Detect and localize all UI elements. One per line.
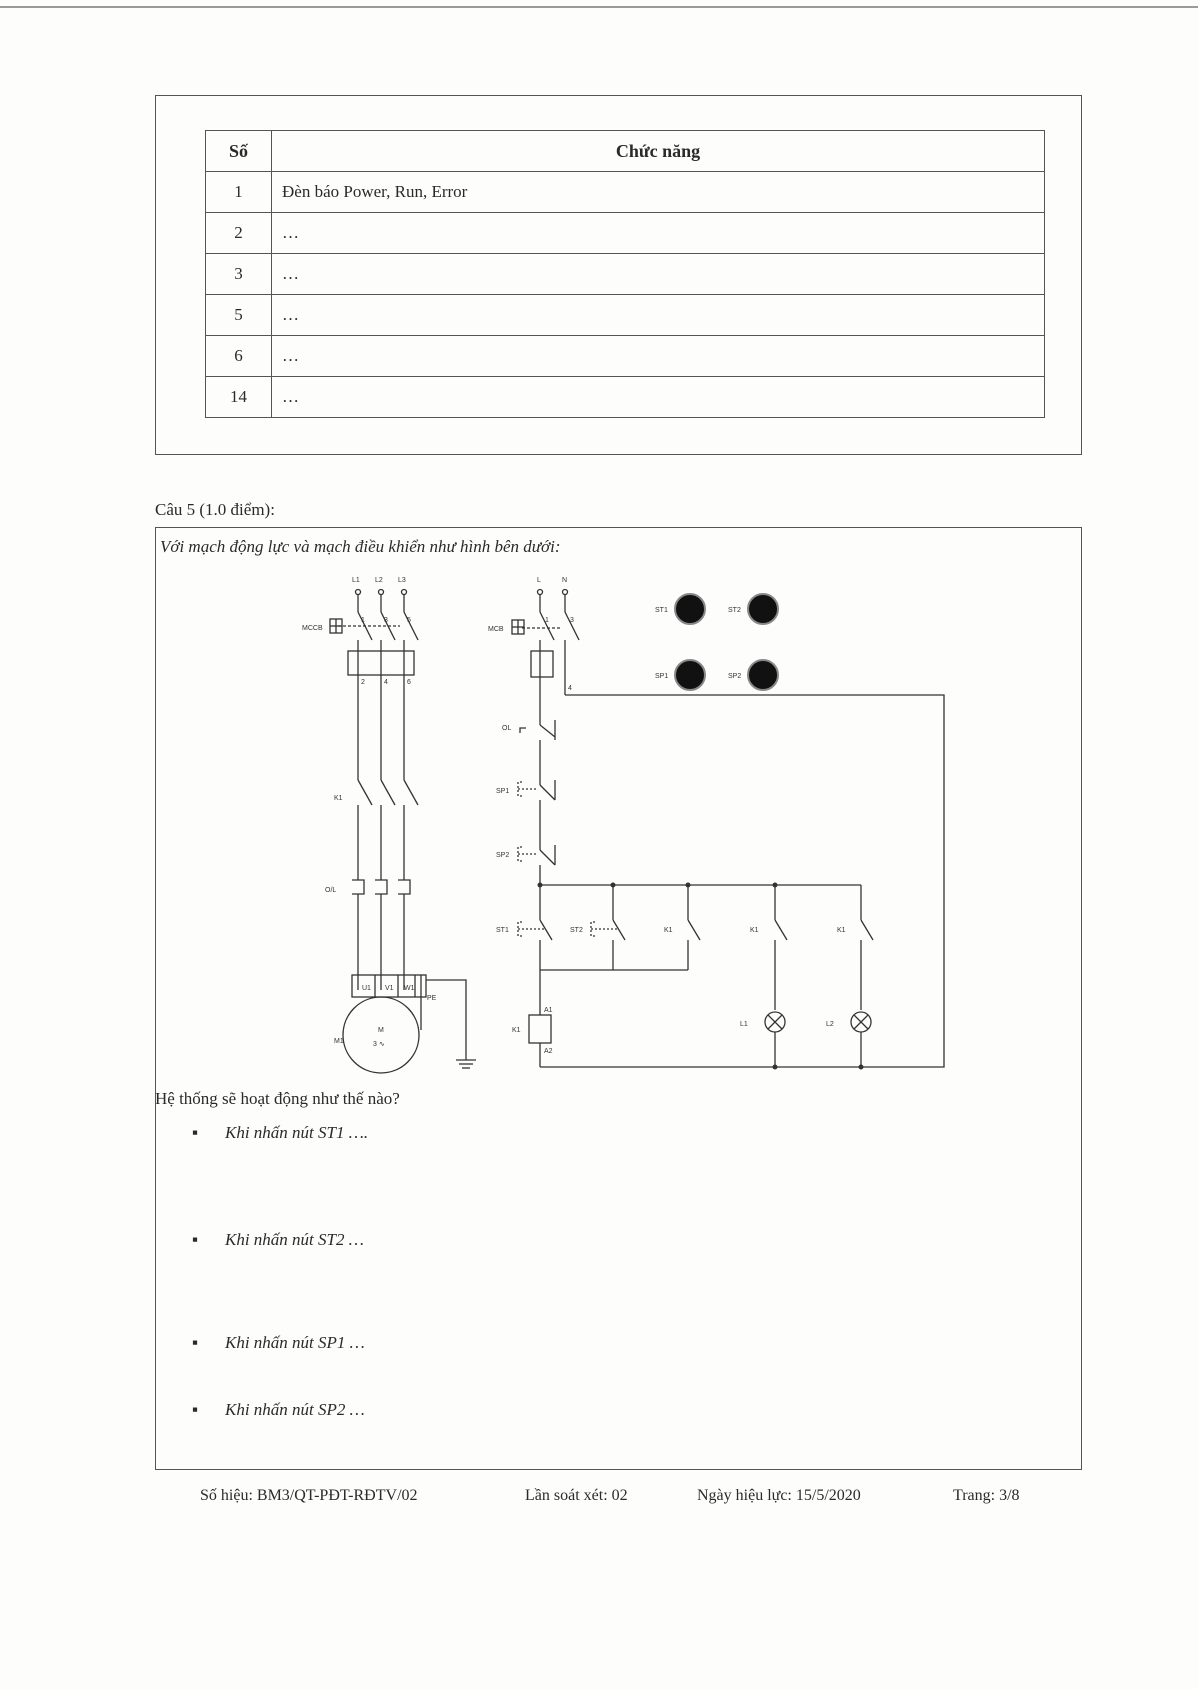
control-terminal-3: 3 — [570, 617, 574, 624]
button-sp1-label: SP1 — [655, 673, 669, 680]
k1-coil-label: K1 — [512, 1027, 521, 1034]
power-terminal-1: 1 — [361, 617, 365, 624]
bullet-sp2-text: Khi nhấn nút SP2 … — [225, 1400, 365, 1419]
phase-l2-label: L2 — [375, 577, 383, 584]
power-terminal-4: 4 — [384, 679, 388, 686]
mcb-label: MCB — [488, 626, 504, 633]
bullet-st1 — [195, 1123, 368, 1143]
row-num: 14 — [206, 377, 272, 418]
supply-l-label: L — [537, 577, 541, 584]
k1-power-label: K1 — [334, 795, 343, 802]
coil-a2-label: A2 — [544, 1048, 553, 1055]
bullet-sp2 — [195, 1400, 365, 1420]
bullet-st2-text: Khi nhấn nút ST2 … — [225, 1230, 364, 1249]
motor-pe-label: PE — [427, 995, 437, 1002]
motor-w1-label: W1 — [404, 985, 415, 992]
k1-lamp2-contact-label: K1 — [837, 927, 846, 934]
st2-label: ST2 — [570, 927, 583, 934]
footer-effective: Ngày hiệu lực: 15/5/2020 — [697, 1487, 861, 1504]
header-num: Số — [206, 131, 272, 172]
row-func: … — [272, 295, 1045, 336]
button-sp2-label: SP2 — [728, 673, 742, 680]
footer-page: Trang: 3/8 — [953, 1487, 1020, 1504]
power-terminal-6: 6 — [407, 679, 411, 686]
question5-heading: Câu 5 (1.0 điểm): — [155, 500, 275, 519]
k1-lamp1-contact-label: K1 — [750, 927, 759, 934]
sp2-label: SP2 — [496, 852, 510, 859]
row-func: … — [272, 377, 1045, 418]
question5-prompt: Hệ thống sẽ hoạt động như thế nào? — [155, 1089, 400, 1108]
st1-label: ST1 — [496, 927, 509, 934]
bullet-sp1-text: Khi nhấn nút SP1 … — [225, 1333, 365, 1352]
header-func: Chức năng — [272, 131, 1045, 172]
button-st1-label: ST1 — [655, 607, 668, 614]
motor-phase-label: 3 ∿ — [373, 1041, 385, 1048]
overload-label: O/L — [325, 887, 337, 894]
phase-l3-label: L3 — [398, 577, 406, 584]
power-terminal-5: 5 — [407, 617, 411, 624]
row-num: 2 — [206, 213, 272, 254]
row-func: … — [272, 336, 1045, 377]
lamp-l2-label: L2 — [826, 1021, 834, 1028]
motor-v1-label: V1 — [385, 985, 394, 992]
row-func: … — [272, 213, 1045, 254]
control-terminal-4: 4 — [568, 685, 572, 692]
motor-m-label: M — [378, 1027, 384, 1034]
question5-intro: Với mạch động lực và mạch điều khiển như hình bên dưới: — [160, 537, 561, 556]
phase-l1-label: L1 — [352, 577, 360, 584]
row-num: 5 — [206, 295, 272, 336]
bullet-sp1 — [195, 1333, 365, 1353]
power-terminal-3: 3 — [384, 617, 388, 624]
bullet-st1-text: Khi nhấn nút ST1 …. — [225, 1123, 369, 1142]
footer-code: Số hiệu: BM3/QT-PĐT-RĐTV/02 — [200, 1487, 418, 1504]
mccb-label: MCCB — [302, 625, 323, 632]
control-terminal-1: 1 — [545, 617, 549, 624]
row-func: … — [272, 254, 1045, 295]
lamp-l1-label: L1 — [740, 1021, 748, 1028]
row-num: 6 — [206, 336, 272, 377]
k1-hold-label: K1 — [664, 927, 673, 934]
motor-m1-label: M1 — [334, 1038, 344, 1045]
supply-n-label: N — [562, 577, 568, 584]
row-num: 1 — [206, 172, 272, 213]
button-st2-label: ST2 — [728, 607, 741, 614]
footer-revision: Lần soát xét: 02 — [525, 1487, 628, 1504]
row-num: 3 — [206, 254, 272, 295]
sp1-label: SP1 — [496, 788, 510, 795]
ol-contact-label: OL — [502, 725, 512, 732]
bullet-st2 — [195, 1230, 364, 1250]
row-func: Đèn báo Power, Run, Error — [272, 172, 1045, 213]
power-terminal-2: 2 — [361, 679, 365, 686]
motor-u1-label: U1 — [362, 985, 371, 992]
coil-a1-label: A1 — [544, 1007, 553, 1014]
